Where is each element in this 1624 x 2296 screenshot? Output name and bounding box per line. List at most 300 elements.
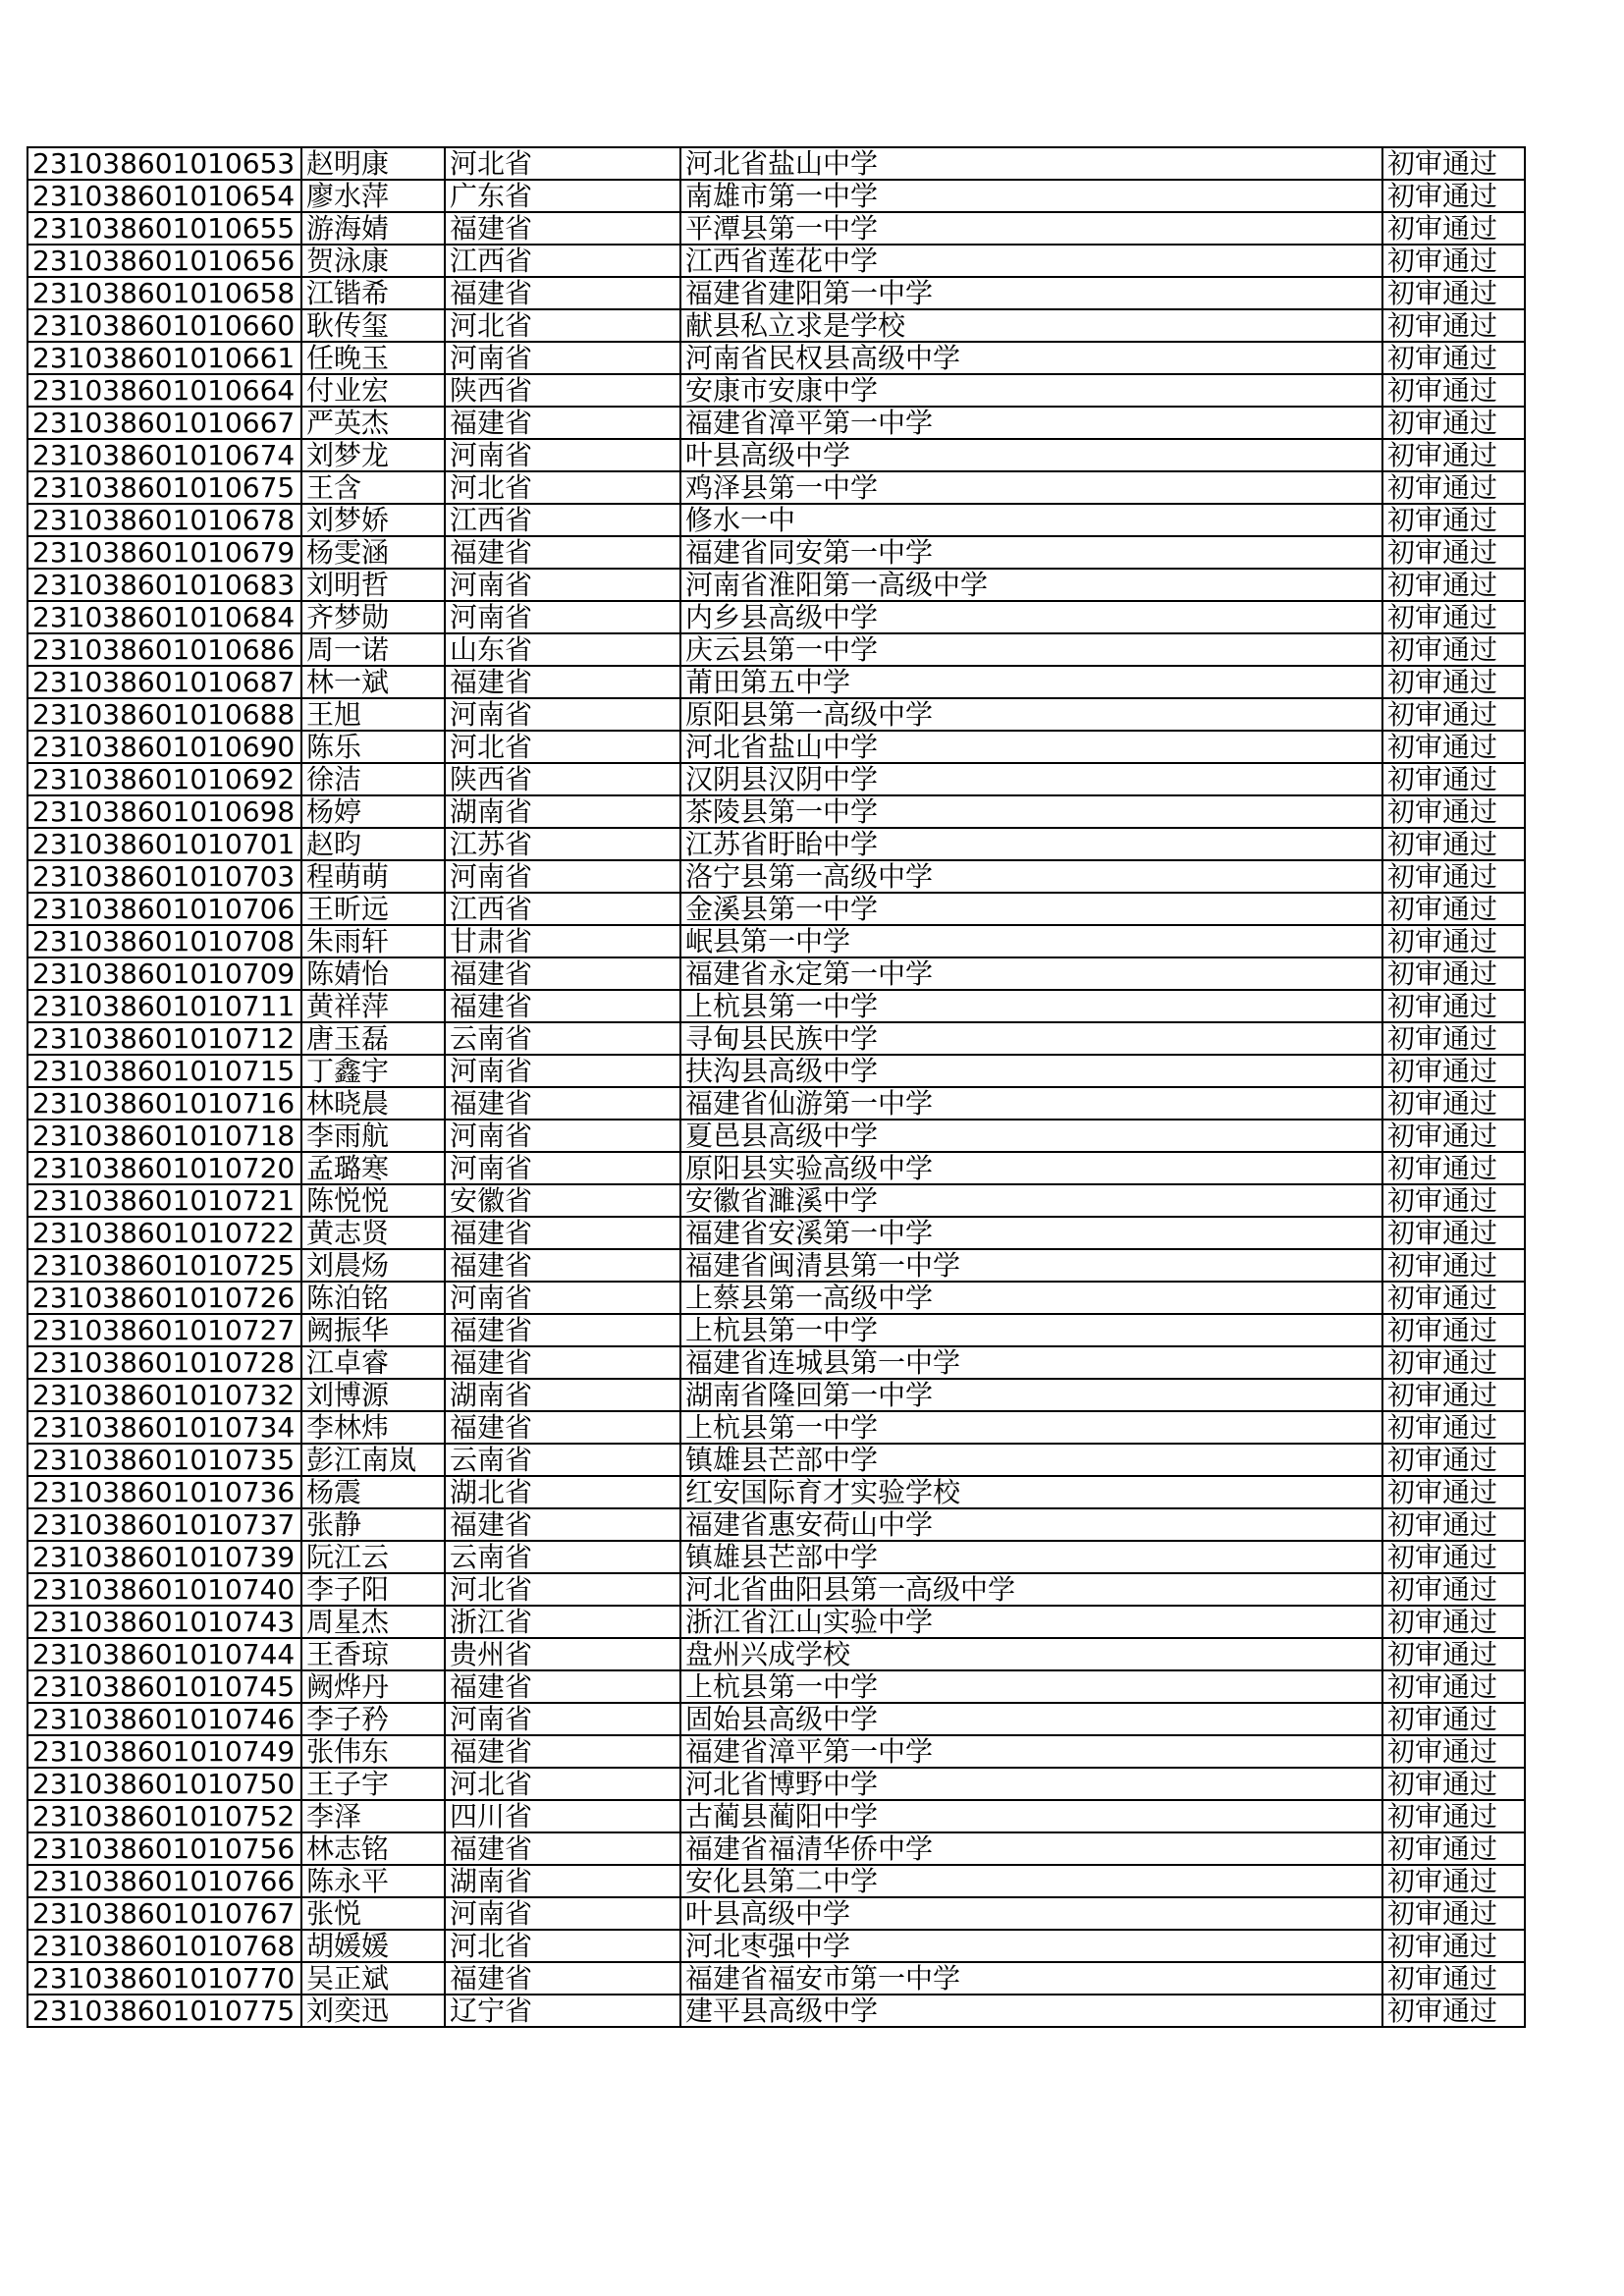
school-cell: 福建省福清华侨中学 <box>680 1832 1382 1865</box>
province-cell: 福建省 <box>445 407 680 439</box>
table-row <box>27 1832 1525 1865</box>
table-row <box>27 1800 1525 1832</box>
status-cell: 初审通过 <box>1382 569 1525 601</box>
table-row <box>27 1865 1525 1897</box>
table-row <box>27 1606 1525 1638</box>
applicant-id-cell: 231038601010735 <box>27 1444 301 1476</box>
status-cell: 初审通过 <box>1382 536 1525 569</box>
applicant-id-cell: 231038601010749 <box>27 1735 301 1768</box>
province-cell: 福建省 <box>445 1346 680 1379</box>
status-cell: 初审通过 <box>1382 1217 1525 1249</box>
name-cell: 陈永平 <box>301 1865 445 1897</box>
name-cell: 张伟东 <box>301 1735 445 1768</box>
province-cell: 福建省 <box>445 1832 680 1865</box>
school-cell: 上杭县第一中学 <box>680 1411 1382 1444</box>
status-cell: 初审通过 <box>1382 1152 1525 1184</box>
province-cell: 湖南省 <box>445 1865 680 1897</box>
name-cell: 林一斌 <box>301 666 445 698</box>
name-cell: 周一诺 <box>301 633 445 666</box>
school-cell: 福建省永定第一中学 <box>680 957 1382 990</box>
status-cell: 初审通过 <box>1382 795 1525 828</box>
school-cell: 寻甸县民族中学 <box>680 1022 1382 1055</box>
applicant-id-cell: 231038601010664 <box>27 374 301 407</box>
school-cell: 镇雄县芒部中学 <box>680 1541 1382 1573</box>
table-row <box>27 342 1525 374</box>
school-cell: 安康市安康中学 <box>680 374 1382 407</box>
name-cell: 朱雨轩 <box>301 925 445 957</box>
applicant-id-cell: 231038601010768 <box>27 1930 301 1962</box>
status-cell: 初审通过 <box>1382 1865 1525 1897</box>
name-cell: 贺泳康 <box>301 245 445 277</box>
status-cell: 初审通过 <box>1382 1120 1525 1152</box>
name-cell: 付业宏 <box>301 374 445 407</box>
school-cell: 庆云县第一中学 <box>680 633 1382 666</box>
status-cell: 初审通过 <box>1382 1022 1525 1055</box>
status-cell: 初审通过 <box>1382 1768 1525 1800</box>
school-cell: 岷县第一中学 <box>680 925 1382 957</box>
province-cell: 福建省 <box>445 666 680 698</box>
name-cell: 王含 <box>301 471 445 504</box>
school-cell: 献县私立求是学校 <box>680 309 1382 342</box>
status-cell: 初审通过 <box>1382 309 1525 342</box>
school-cell: 原阳县实验高级中学 <box>680 1152 1382 1184</box>
applicant-table <box>27 146 1526 2028</box>
status-cell: 初审通过 <box>1382 828 1525 860</box>
name-cell: 程萌萌 <box>301 860 445 893</box>
school-cell: 福建省漳平第一中学 <box>680 407 1382 439</box>
status-cell: 初审通过 <box>1382 601 1525 633</box>
applicant-id-cell: 231038601010653 <box>27 147 301 180</box>
province-cell: 河北省 <box>445 1930 680 1962</box>
province-cell: 河北省 <box>445 1573 680 1606</box>
province-cell: 山东省 <box>445 633 680 666</box>
applicant-id-cell: 231038601010690 <box>27 731 301 763</box>
name-cell: 廖水萍 <box>301 180 445 212</box>
table-row <box>27 439 1525 471</box>
applicant-id-cell: 231038601010720 <box>27 1152 301 1184</box>
table-row <box>27 471 1525 504</box>
name-cell: 赵昀 <box>301 828 445 860</box>
school-cell: 河北枣强中学 <box>680 1930 1382 1962</box>
province-cell: 河南省 <box>445 569 680 601</box>
table-row <box>27 1670 1525 1703</box>
school-cell: 洛宁县第一高级中学 <box>680 860 1382 893</box>
applicant-id-cell: 231038601010715 <box>27 1055 301 1087</box>
name-cell: 彭江南岚 <box>301 1444 445 1476</box>
province-cell: 湖南省 <box>445 1379 680 1411</box>
name-cell: 张悦 <box>301 1897 445 1930</box>
applicant-id-cell: 231038601010706 <box>27 893 301 925</box>
status-cell: 初审通过 <box>1382 407 1525 439</box>
province-cell: 福建省 <box>445 1670 680 1703</box>
table-row <box>27 1444 1525 1476</box>
applicant-id-cell: 231038601010703 <box>27 860 301 893</box>
province-cell: 河北省 <box>445 471 680 504</box>
name-cell: 吴正斌 <box>301 1962 445 1995</box>
school-cell: 叶县高级中学 <box>680 1897 1382 1930</box>
table-row <box>27 795 1525 828</box>
applicant-id-cell: 231038601010756 <box>27 1832 301 1865</box>
school-cell: 福建省福安市第一中学 <box>680 1962 1382 1995</box>
name-cell: 李雨航 <box>301 1120 445 1152</box>
status-cell: 初审通过 <box>1382 180 1525 212</box>
table-row <box>27 1120 1525 1152</box>
province-cell: 江西省 <box>445 893 680 925</box>
province-cell: 贵州省 <box>445 1638 680 1670</box>
applicant-id-cell: 231038601010687 <box>27 666 301 698</box>
applicant-id-cell: 231038601010737 <box>27 1508 301 1541</box>
applicant-id-cell: 231038601010698 <box>27 795 301 828</box>
name-cell: 王昕远 <box>301 893 445 925</box>
applicant-id-cell: 231038601010660 <box>27 309 301 342</box>
province-cell: 福建省 <box>445 1508 680 1541</box>
applicant-id-cell: 231038601010721 <box>27 1184 301 1217</box>
province-cell: 江西省 <box>445 245 680 277</box>
province-cell: 河南省 <box>445 1282 680 1314</box>
name-cell: 陈婧怡 <box>301 957 445 990</box>
table-row <box>27 925 1525 957</box>
applicant-id-cell: 231038601010716 <box>27 1087 301 1120</box>
province-cell: 河南省 <box>445 1120 680 1152</box>
name-cell: 李泽 <box>301 1800 445 1832</box>
school-cell: 南雄市第一中学 <box>680 180 1382 212</box>
school-cell: 内乡县高级中学 <box>680 601 1382 633</box>
table-row <box>27 698 1525 731</box>
name-cell: 周星杰 <box>301 1606 445 1638</box>
school-cell: 福建省惠安荷山中学 <box>680 1508 1382 1541</box>
status-cell: 初审通过 <box>1382 1346 1525 1379</box>
table-row <box>27 1087 1525 1120</box>
school-cell: 镇雄县芒部中学 <box>680 1444 1382 1476</box>
table-row <box>27 763 1525 795</box>
province-cell: 浙江省 <box>445 1606 680 1638</box>
table-row <box>27 407 1525 439</box>
school-cell: 安化县第二中学 <box>680 1865 1382 1897</box>
name-cell: 刘明哲 <box>301 569 445 601</box>
name-cell: 刘晨炀 <box>301 1249 445 1282</box>
name-cell: 黄祥萍 <box>301 990 445 1022</box>
status-cell: 初审通过 <box>1382 1930 1525 1962</box>
applicant-id-cell: 231038601010744 <box>27 1638 301 1670</box>
province-cell: 福建省 <box>445 1217 680 1249</box>
table-row <box>27 1476 1525 1508</box>
table-row <box>27 1217 1525 1249</box>
school-cell: 河北省盐山中学 <box>680 731 1382 763</box>
name-cell: 林晓晨 <box>301 1087 445 1120</box>
table-row <box>27 1249 1525 1282</box>
province-cell: 河南省 <box>445 1703 680 1735</box>
name-cell: 阙烨丹 <box>301 1670 445 1703</box>
status-cell: 初审通过 <box>1382 763 1525 795</box>
table-row <box>27 1184 1525 1217</box>
name-cell: 黄志贤 <box>301 1217 445 1249</box>
province-cell: 云南省 <box>445 1022 680 1055</box>
school-cell: 上杭县第一中学 <box>680 1670 1382 1703</box>
status-cell: 初审通过 <box>1382 666 1525 698</box>
school-cell: 河北省博野中学 <box>680 1768 1382 1800</box>
table-row <box>27 374 1525 407</box>
school-cell: 平潭县第一中学 <box>680 212 1382 245</box>
school-cell: 福建省漳平第一中学 <box>680 1735 1382 1768</box>
school-cell: 湖南省隆回第一中学 <box>680 1379 1382 1411</box>
table-row <box>27 601 1525 633</box>
status-cell: 初审通过 <box>1382 504 1525 536</box>
name-cell: 李子矜 <box>301 1703 445 1735</box>
status-cell: 初审通过 <box>1382 1995 1525 2027</box>
table-row <box>27 504 1525 536</box>
status-cell: 初审通过 <box>1382 147 1525 180</box>
name-cell: 李子阳 <box>301 1573 445 1606</box>
name-cell: 张静 <box>301 1508 445 1541</box>
table-row <box>27 1768 1525 1800</box>
table-row <box>27 1055 1525 1087</box>
status-cell: 初审通过 <box>1382 893 1525 925</box>
name-cell: 徐洁 <box>301 763 445 795</box>
applicant-id-cell: 231038601010688 <box>27 698 301 731</box>
school-cell: 汉阴县汉阴中学 <box>680 763 1382 795</box>
province-cell: 辽宁省 <box>445 1995 680 2027</box>
name-cell: 江卓睿 <box>301 1346 445 1379</box>
name-cell: 陈悦悦 <box>301 1184 445 1217</box>
applicant-id-cell: 231038601010766 <box>27 1865 301 1897</box>
table-row <box>27 1022 1525 1055</box>
table-row <box>27 731 1525 763</box>
table-row <box>27 1735 1525 1768</box>
table-row <box>27 212 1525 245</box>
table-row <box>27 1346 1525 1379</box>
table-row <box>27 1411 1525 1444</box>
province-cell: 安徽省 <box>445 1184 680 1217</box>
applicant-id-cell: 231038601010725 <box>27 1249 301 1282</box>
name-cell: 王子宇 <box>301 1768 445 1800</box>
province-cell: 河北省 <box>445 309 680 342</box>
name-cell: 严英杰 <box>301 407 445 439</box>
province-cell: 甘肃省 <box>445 925 680 957</box>
applicant-id-cell: 231038601010678 <box>27 504 301 536</box>
status-cell: 初审通过 <box>1382 277 1525 309</box>
applicant-id-cell: 231038601010654 <box>27 180 301 212</box>
school-cell: 夏邑县高级中学 <box>680 1120 1382 1152</box>
status-cell: 初审通过 <box>1382 245 1525 277</box>
table-row <box>27 277 1525 309</box>
school-cell: 河南省民权县高级中学 <box>680 342 1382 374</box>
province-cell: 河南省 <box>445 860 680 893</box>
applicant-id-cell: 231038601010718 <box>27 1120 301 1152</box>
province-cell: 陕西省 <box>445 763 680 795</box>
applicant-id-cell: 231038601010727 <box>27 1314 301 1346</box>
status-cell: 初审通过 <box>1382 1703 1525 1735</box>
applicant-id-cell: 231038601010655 <box>27 212 301 245</box>
province-cell: 陕西省 <box>445 374 680 407</box>
applicant-id-cell: 231038601010726 <box>27 1282 301 1314</box>
status-cell: 初审通过 <box>1382 212 1525 245</box>
province-cell: 云南省 <box>445 1541 680 1573</box>
name-cell: 王旭 <box>301 698 445 731</box>
province-cell: 河北省 <box>445 147 680 180</box>
status-cell: 初审通过 <box>1382 1670 1525 1703</box>
school-cell: 河北省曲阳县第一高级中学 <box>680 1573 1382 1606</box>
table-row <box>27 893 1525 925</box>
status-cell: 初审通过 <box>1382 1508 1525 1541</box>
school-cell: 扶沟县高级中学 <box>680 1055 1382 1087</box>
province-cell: 河南省 <box>445 439 680 471</box>
applicant-id-cell: 231038601010658 <box>27 277 301 309</box>
name-cell: 陈泊铭 <box>301 1282 445 1314</box>
table-row <box>27 990 1525 1022</box>
school-cell: 浙江省江山实验中学 <box>680 1606 1382 1638</box>
status-cell: 初审通过 <box>1382 1573 1525 1606</box>
status-cell: 初审通过 <box>1382 1897 1525 1930</box>
applicant-id-cell: 231038601010739 <box>27 1541 301 1573</box>
table-row <box>27 633 1525 666</box>
school-cell: 安徽省濉溪中学 <box>680 1184 1382 1217</box>
applicant-id-cell: 231038601010683 <box>27 569 301 601</box>
school-cell: 江西省莲花中学 <box>680 245 1382 277</box>
table-row <box>27 828 1525 860</box>
school-cell: 固始县高级中学 <box>680 1703 1382 1735</box>
status-cell: 初审通过 <box>1382 1735 1525 1768</box>
applicant-id-cell: 231038601010675 <box>27 471 301 504</box>
status-cell: 初审通过 <box>1382 1832 1525 1865</box>
school-cell: 鸡泽县第一中学 <box>680 471 1382 504</box>
applicant-id-cell: 231038601010684 <box>27 601 301 633</box>
school-cell: 福建省安溪第一中学 <box>680 1217 1382 1249</box>
status-cell: 初审通过 <box>1382 731 1525 763</box>
table-row <box>27 1152 1525 1184</box>
table-row <box>27 245 1525 277</box>
applicant-id-cell: 231038601010722 <box>27 1217 301 1249</box>
table-row <box>27 860 1525 893</box>
name-cell: 阮江云 <box>301 1541 445 1573</box>
province-cell: 江苏省 <box>445 828 680 860</box>
applicant-id-cell: 231038601010708 <box>27 925 301 957</box>
province-cell: 福建省 <box>445 536 680 569</box>
province-cell: 云南省 <box>445 1444 680 1476</box>
status-cell: 初审通过 <box>1382 439 1525 471</box>
school-cell: 河北省盐山中学 <box>680 147 1382 180</box>
table-row <box>27 1962 1525 1995</box>
school-cell: 河南省淮阳第一高级中学 <box>680 569 1382 601</box>
name-cell: 游海婧 <box>301 212 445 245</box>
name-cell: 王香琼 <box>301 1638 445 1670</box>
table-row <box>27 957 1525 990</box>
table-row <box>27 666 1525 698</box>
province-cell: 广东省 <box>445 180 680 212</box>
province-cell: 河北省 <box>445 731 680 763</box>
name-cell: 胡媛媛 <box>301 1930 445 1962</box>
table-row <box>27 569 1525 601</box>
applicant-id-cell: 231038601010775 <box>27 1995 301 2027</box>
province-cell: 福建省 <box>445 1411 680 1444</box>
applicant-id-cell: 231038601010692 <box>27 763 301 795</box>
status-cell: 初审通过 <box>1382 1444 1525 1476</box>
name-cell: 江锴希 <box>301 277 445 309</box>
applicant-id-cell: 231038601010746 <box>27 1703 301 1735</box>
applicant-id-cell: 231038601010728 <box>27 1346 301 1379</box>
name-cell: 杨婷 <box>301 795 445 828</box>
province-cell: 福建省 <box>445 990 680 1022</box>
table-row <box>27 309 1525 342</box>
province-cell: 河南省 <box>445 601 680 633</box>
applicant-table-body <box>27 147 1525 2027</box>
status-cell: 初审通过 <box>1382 957 1525 990</box>
applicant-id-cell: 231038601010679 <box>27 536 301 569</box>
province-cell: 湖北省 <box>445 1476 680 1508</box>
status-cell: 初审通过 <box>1382 1800 1525 1832</box>
province-cell: 河南省 <box>445 1897 680 1930</box>
status-cell: 初审通过 <box>1382 633 1525 666</box>
applicant-id-cell: 231038601010712 <box>27 1022 301 1055</box>
table-row <box>27 1379 1525 1411</box>
status-cell: 初审通过 <box>1382 990 1525 1022</box>
province-cell: 福建省 <box>445 1087 680 1120</box>
name-cell: 刘梦娇 <box>301 504 445 536</box>
status-cell: 初审通过 <box>1382 342 1525 374</box>
applicant-id-cell: 231038601010656 <box>27 245 301 277</box>
status-cell: 初审通过 <box>1382 471 1525 504</box>
name-cell: 陈乐 <box>301 731 445 763</box>
status-cell: 初审通过 <box>1382 1541 1525 1573</box>
province-cell: 湖南省 <box>445 795 680 828</box>
table-row <box>27 536 1525 569</box>
status-cell: 初审通过 <box>1382 1411 1525 1444</box>
province-cell: 福建省 <box>445 957 680 990</box>
status-cell: 初审通过 <box>1382 698 1525 731</box>
status-cell: 初审通过 <box>1382 1249 1525 1282</box>
applicant-id-cell: 231038601010767 <box>27 1897 301 1930</box>
school-cell: 建平县高级中学 <box>680 1995 1382 2027</box>
status-cell: 初审通过 <box>1382 925 1525 957</box>
school-cell: 红安国际育才实验学校 <box>680 1476 1382 1508</box>
name-cell: 李林炜 <box>301 1411 445 1444</box>
table-row <box>27 180 1525 212</box>
school-cell: 修水一中 <box>680 504 1382 536</box>
status-cell: 初审通过 <box>1382 374 1525 407</box>
name-cell: 耿传玺 <box>301 309 445 342</box>
status-cell: 初审通过 <box>1382 1476 1525 1508</box>
school-cell: 盘州兴成学校 <box>680 1638 1382 1670</box>
province-cell: 四川省 <box>445 1800 680 1832</box>
province-cell: 福建省 <box>445 1314 680 1346</box>
table-row <box>27 147 1525 180</box>
table-row <box>27 1541 1525 1573</box>
table-row <box>27 1930 1525 1962</box>
status-cell: 初审通过 <box>1382 1184 1525 1217</box>
applicant-id-cell: 231038601010701 <box>27 828 301 860</box>
name-cell: 阙振华 <box>301 1314 445 1346</box>
table-row <box>27 1282 1525 1314</box>
applicant-id-cell: 231038601010686 <box>27 633 301 666</box>
province-cell: 福建省 <box>445 1962 680 1995</box>
province-cell: 福建省 <box>445 277 680 309</box>
name-cell: 杨震 <box>301 1476 445 1508</box>
status-cell: 初审通过 <box>1382 1314 1525 1346</box>
applicant-id-cell: 231038601010732 <box>27 1379 301 1411</box>
applicant-id-cell: 231038601010770 <box>27 1962 301 1995</box>
status-cell: 初审通过 <box>1382 860 1525 893</box>
table-row <box>27 1508 1525 1541</box>
applicant-id-cell: 231038601010667 <box>27 407 301 439</box>
name-cell: 丁鑫宇 <box>301 1055 445 1087</box>
table-row <box>27 1897 1525 1930</box>
province-cell: 福建省 <box>445 1735 680 1768</box>
status-cell: 初审通过 <box>1382 1282 1525 1314</box>
applicant-id-cell: 231038601010711 <box>27 990 301 1022</box>
school-cell: 江苏省盱眙中学 <box>680 828 1382 860</box>
name-cell: 刘梦龙 <box>301 439 445 471</box>
status-cell: 初审通过 <box>1382 1379 1525 1411</box>
applicant-id-cell: 231038601010736 <box>27 1476 301 1508</box>
